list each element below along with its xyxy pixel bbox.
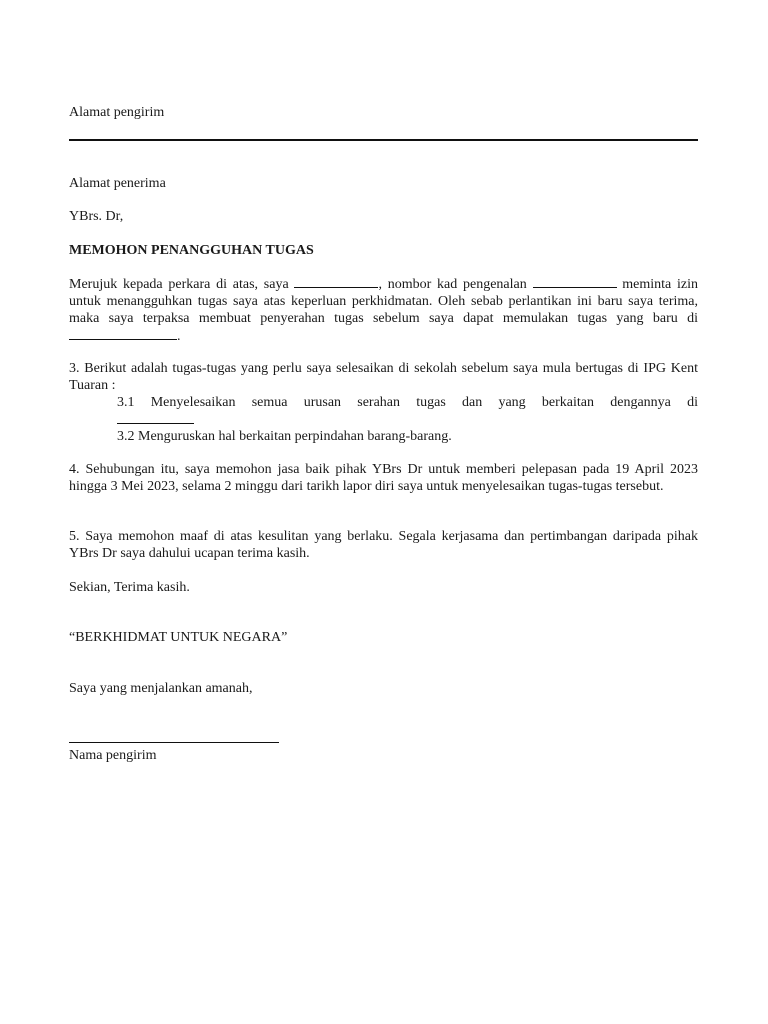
letter-subject: MEMOHON PENANGGUHAN TUGAS xyxy=(69,243,314,258)
paragraph-1-text-c: meminta izin untuk menangguhkan tugas saya atas keperluan perkhidmatan. Oleh sebab perlantikan ini baru saya terima, maka saya terpaksa membuat penyerahan tugas sebelum saya dapat memulakan tugas yang baru di xyxy=(69,277,699,326)
paragraph-4: 4. Sehubungan itu, saya memohon jasa baik pihak YBrs Dr untuk memberi pelepasan pada 19 April 2023 hingga 3 Mei 2023, selama 2 minggu dari tarikh lapor diri saya untuk menyelesaikan tugas-tugas tersebut. xyxy=(69,462,698,494)
paragraph-1-text-a: Merujuk kepada perkara di atas, saya xyxy=(69,277,295,292)
ic-number-blank xyxy=(533,275,617,288)
salutation: YBrs. Dr, xyxy=(69,209,124,224)
closing-line: Sekian, Terima kasih. xyxy=(69,580,190,595)
signature-line xyxy=(69,742,279,743)
sign-off: Saya yang menjalankan amanah, xyxy=(69,681,253,696)
motto: “BERKHIDMAT UNTUK NEGARA” xyxy=(69,630,288,645)
sender-name: Nama pengirim xyxy=(69,748,157,763)
item-3-1-blank xyxy=(117,411,194,424)
new-post-blank xyxy=(69,327,177,340)
item-3-1-text: 3.1 Menyelesaikan semua urusan serahan tugas dan yang berkaitan dengannya di xyxy=(117,395,698,410)
sender-address: Alamat pengirim xyxy=(69,105,165,120)
item-3-1 xyxy=(117,394,698,426)
recipient-address: Alamat penerima xyxy=(69,176,166,191)
item-3-2: 3.2 Menguruskan hal berkaitan perpindahan barang-barang. xyxy=(117,429,452,444)
name-blank xyxy=(294,275,378,288)
paragraph-1-text-d: . xyxy=(177,329,181,344)
paragraph-1 xyxy=(69,275,698,345)
paragraph-5: 5. Saya memohon maaf di atas kesulitan yang berlaku. Segala kerjasama dan pertimbangan daripada pihak YBrs Dr saya dahului ucapan terima kasih. xyxy=(69,529,698,561)
paragraph-1-text-b: , nombor kad pengenalan xyxy=(378,277,533,292)
header-divider xyxy=(69,139,698,141)
paragraph-3: 3. Berikut adalah tugas-tugas yang perlu saya selesaikan di sekolah sebelum saya mula bertugas di IPG Kent Tuaran : xyxy=(69,361,698,393)
